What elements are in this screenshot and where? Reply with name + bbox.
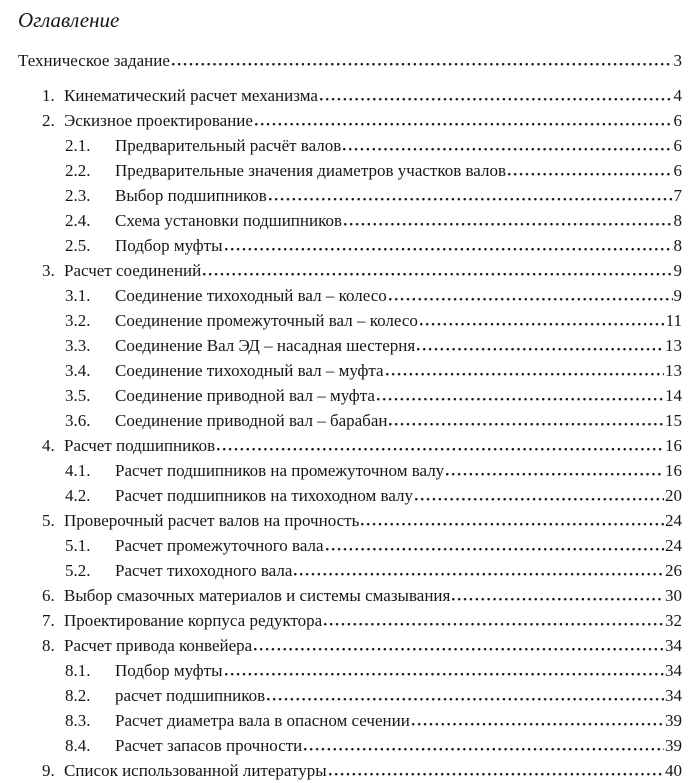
toc-entry-page: 6: [673, 111, 682, 130]
toc-entry-number: 8.2.: [65, 686, 91, 705]
toc-entry-number: 3.3.: [65, 336, 91, 355]
dot-leader: [324, 621, 664, 626]
toc-entry-number: 2.4.: [65, 211, 91, 230]
toc-entry: [18, 383, 682, 408]
toc-entry-number: 8.3.: [65, 711, 91, 730]
toc-entry: [18, 358, 682, 383]
toc-entry: [18, 158, 682, 183]
toc-entry-page: 9: [673, 261, 682, 280]
toc-entry: [18, 108, 682, 133]
toc-entry-number: 9.: [42, 761, 55, 780]
toc-entry-number: 2.2.: [65, 161, 91, 180]
toc-entry: [18, 83, 682, 108]
toc-entry-page: 16: [665, 436, 682, 455]
dot-leader: [343, 146, 672, 151]
toc-entry-title: Список использованной литературы: [64, 761, 327, 780]
toc-entry-title: Предварительный расчёт валов: [115, 136, 342, 155]
toc-entry-page: 8: [673, 236, 682, 255]
toc-entry: [18, 233, 682, 258]
toc-entry-title: Подбор муфты: [115, 661, 223, 680]
dot-leader: [508, 171, 672, 176]
toc-entry-page: 20: [665, 486, 682, 505]
toc-entry-page: 6: [673, 136, 682, 155]
toc-entry-number: 7.: [42, 611, 55, 630]
toc-entry-title: Соединение приводной вал – муфта: [115, 386, 375, 405]
dot-leader: [329, 771, 664, 776]
dot-leader: [389, 296, 673, 301]
toc-entry: [18, 408, 682, 433]
toc-entry-number: 6.: [42, 586, 55, 605]
toc-entry: [18, 758, 682, 783]
toc-entry-title: Расчет подшипников: [64, 436, 216, 455]
toc-entry-number: 8.4.: [65, 736, 91, 755]
toc-entry-number: 8.: [42, 636, 55, 655]
toc-entry-number: 4.: [42, 436, 55, 455]
toc-entry-page: 15: [665, 411, 682, 430]
toc-entry: [18, 133, 682, 158]
toc-entry-page: 13: [665, 361, 682, 380]
dot-leader: [417, 346, 664, 351]
toc-entry: [18, 633, 682, 658]
dot-leader: [389, 421, 664, 426]
toc-entry-page: 30: [665, 586, 682, 605]
dot-leader: [415, 496, 664, 501]
toc-entry-title: Подбор муфты: [115, 236, 223, 255]
toc-entry-page: 4: [673, 86, 682, 105]
toc-entry-number: 5.: [42, 511, 55, 530]
toc-entry-page: 40: [665, 761, 682, 780]
toc-entry-title: Схема установки подшипников: [115, 211, 343, 230]
toc-entry-number: 3.: [42, 261, 55, 280]
toc-entry-title: Предварительные значения диаметров участков валов: [115, 161, 507, 180]
toc-entry-title: Выбор смазочных материалов и системы смазывания: [64, 586, 451, 605]
toc-entry: [18, 508, 682, 533]
toc-entry-title: Проектирование корпуса редуктора: [64, 611, 323, 630]
dot-leader: [320, 96, 673, 101]
toc-entry-title: Соединение тихоходный вал – колесо: [115, 286, 387, 305]
toc-entry-title: Расчет диаметра вала в опасном сечении: [115, 711, 410, 730]
toc-entry-title: Расчет запасов прочности: [115, 736, 303, 755]
toc-entry: [18, 308, 682, 333]
toc-entry-number: 3.4.: [65, 361, 91, 380]
dot-leader: [386, 371, 664, 376]
toc-entry: [18, 183, 682, 208]
dot-leader: [361, 521, 664, 526]
toc-entry-number: 3.6.: [65, 411, 91, 430]
toc-entry-number: 3.1.: [65, 286, 91, 305]
dot-leader: [217, 446, 664, 451]
toc-entry-number: 2.1.: [65, 136, 91, 155]
toc-entry-number: 4.1.: [65, 461, 91, 480]
toc-entry-number: 2.5.: [65, 236, 91, 255]
toc-entry-number: 2.3.: [65, 186, 91, 205]
toc-entry-number: 3.5.: [65, 386, 91, 405]
toc-entry-page: 32: [665, 611, 682, 630]
dot-leader: [172, 61, 673, 66]
toc-entry-title: Соединение промежуточный вал – колесо: [115, 311, 418, 330]
toc-entry-title: Расчет промежуточного вала: [115, 536, 324, 555]
toc-entry-title: Кинематический расчет механизма: [64, 86, 318, 105]
dot-leader: [326, 546, 664, 551]
toc-entry: [18, 48, 682, 73]
toc-entry: [18, 558, 682, 583]
toc-entry: [18, 483, 682, 508]
toc-entry-number: 5.2.: [65, 561, 91, 580]
toc-entry-title: Выбор подшипников: [115, 186, 267, 205]
toc-entry-title: Техническое задание: [18, 51, 170, 70]
toc-entry: [18, 658, 682, 683]
toc-entry: [18, 433, 682, 458]
toc-entry-title: Расчет соединений: [64, 261, 202, 280]
toc-entry: [18, 283, 682, 308]
toc-entry-title: Расчет привода конвейера: [64, 636, 253, 655]
toc-entry: [18, 683, 682, 708]
toc-entry-page: 34: [665, 686, 682, 705]
toc-entry-title: Расчет подшипников на промежуточном валу: [115, 461, 445, 480]
toc-entry-number: 4.2.: [65, 486, 91, 505]
toc-entry-number: 3.2.: [65, 311, 91, 330]
toc-entry: [18, 708, 682, 733]
toc-entry-title: Соединение Вал ЭД – насадная шестерня: [115, 336, 416, 355]
toc-entry: [18, 208, 682, 233]
dot-leader: [446, 471, 664, 476]
toc-entry-number: 1.: [42, 86, 55, 105]
dot-leader: [412, 721, 664, 726]
toc-entry-page: 34: [665, 636, 682, 655]
toc-entry-title: Соединение приводной вал – барабан: [115, 411, 388, 430]
dot-leader: [377, 396, 664, 401]
dot-leader: [294, 571, 664, 576]
toc-entry-title: Расчет тихоходного вала: [115, 561, 293, 580]
toc-entry: [18, 733, 682, 758]
toc-entry-title: Расчет подшипников на тихоходном валу: [115, 486, 414, 505]
toc-entry-number: 5.1.: [65, 536, 91, 555]
toc-entry-page: 16: [665, 461, 682, 480]
toc-entry-title: Соединение тихоходный вал – муфта: [115, 361, 384, 380]
toc-entry-title: расчет подшипников: [115, 686, 266, 705]
toc-entry-page: 3: [673, 51, 682, 70]
toc-entry-page: 24: [665, 536, 682, 555]
toc-entry: [18, 608, 682, 633]
toc-entry: [18, 258, 682, 283]
toc-heading: Оглавление: [18, 8, 120, 32]
toc-entry-page: 7: [673, 186, 682, 205]
dot-leader: [255, 121, 673, 126]
toc-entry-page: 13: [665, 336, 682, 355]
toc-entry-page: 34: [665, 661, 682, 680]
toc-entry-page: 6: [673, 161, 682, 180]
dot-leader: [267, 696, 664, 701]
toc-entry-page: 11: [665, 311, 682, 330]
toc-list: [18, 48, 682, 783]
dot-leader: [344, 221, 672, 226]
dot-leader: [225, 671, 664, 676]
toc-entry: [18, 533, 682, 558]
toc-entry-title: Проверочный расчет валов на прочность: [64, 511, 360, 530]
dot-leader: [452, 596, 664, 601]
toc-entry-title: Эскизное проектирование: [64, 111, 253, 130]
dot-leader: [254, 646, 664, 651]
dot-leader: [269, 196, 673, 201]
toc-entry-number: 2.: [42, 111, 55, 130]
toc-entry-number: 8.1.: [65, 661, 91, 680]
toc-entry-page: 26: [665, 561, 682, 580]
toc-entry-page: 14: [665, 386, 682, 405]
toc-entry-page: 24: [665, 511, 682, 530]
dot-leader: [203, 271, 672, 276]
toc-entry-page: 39: [665, 736, 682, 755]
dot-leader: [420, 321, 665, 326]
toc-entry: [18, 583, 682, 608]
toc-entry-page: 9: [673, 286, 682, 305]
toc-entry-page: 8: [673, 211, 682, 230]
toc-entry: [18, 333, 682, 358]
toc-entry: [18, 458, 682, 483]
toc-entry-page: 39: [665, 711, 682, 730]
dot-leader: [225, 246, 673, 251]
dot-leader: [304, 746, 664, 751]
